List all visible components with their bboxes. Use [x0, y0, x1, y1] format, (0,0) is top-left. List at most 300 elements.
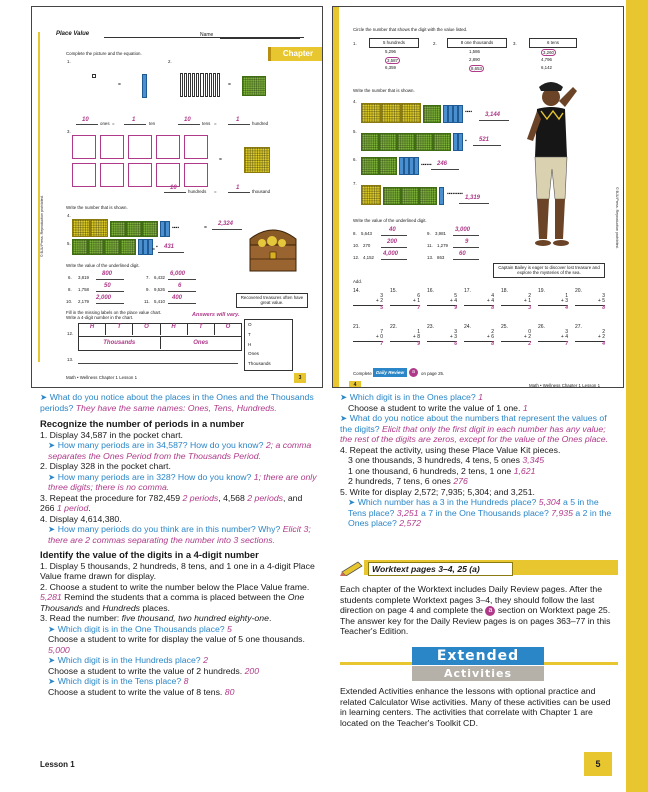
chart-col-t1: T: [106, 324, 133, 335]
value-ones: 1: [522, 402, 528, 413]
addend-bottom: + 1: [501, 299, 531, 305]
captain-caption: Captain Bailey is eager to discover lost treasure and explore the mysteries of the sea.: [493, 263, 605, 278]
extended-paragraph: [340, 686, 618, 728]
problem-label: 4.: [353, 99, 357, 104]
value-number: 4,152: [363, 255, 374, 260]
problem-label: 5.: [67, 241, 71, 246]
addition-row-1: [353, 289, 613, 325]
value-answer: 3,000: [455, 227, 471, 233]
addend-bottom: + 6: [464, 335, 494, 341]
chart-period-thousands: Thousands: [79, 337, 161, 349]
answer-431: 431: [164, 244, 175, 250]
question-hundreds: ➤ Which digit is in the Hundreds place?: [48, 655, 201, 665]
answer-line: [96, 279, 124, 280]
chart-col-h1: H: [79, 324, 106, 335]
problem-number: 17.: [464, 288, 471, 294]
problem-number: 15.: [390, 288, 397, 294]
sum-answer: 9: [454, 304, 457, 311]
page4-footer: Math • Wellness Chapter 1 Lesson 1: [529, 383, 601, 388]
value-number: 863: [437, 255, 445, 260]
step-1-answer: 2; a comma separates the Ones Period from the Thousands Period.: [48, 440, 312, 461]
unit-label: ones: [100, 121, 110, 126]
addition-problem: [464, 289, 494, 311]
addend-top: 5: [454, 293, 457, 300]
sum-answer: 8: [491, 304, 494, 311]
equals-sign: =: [214, 121, 217, 126]
unit-label: thousand: [252, 189, 271, 194]
problem-number: 22.: [390, 324, 397, 330]
addend-bottom: + 2: [575, 335, 605, 341]
answer-thousand: 1: [236, 185, 240, 191]
heading-identify-value: Identify the value of the digits in a 4-digit number: [40, 549, 259, 560]
value-step-2-text: Remind the students that a comma is placed between the: [64, 592, 286, 602]
problem-label: 4.: [67, 213, 71, 218]
worktext-page-3: Place Value Name Chapter Complete the picture and the equation. 1. 2. = = 10 ones = 1 ten 10 tens = 1 hundred 3. = 10 hundreds = 1 thousand Write the number that is shown. 4. ▪▪▪▪ = 2,324 5. ▪ = 431 Recovered treasures often have great value. Write the value of the underlined digit. 6. 3,819 800 7. 6,432 6,000 8. 1,758 50 9. 9,526 6 10. 2,179 2,000 11. 5,410 400 Fill in the missing labels on the place value chart. Write a 4-digit number in the chart. Answers will vary. 12. H T O H T O Thousands Ones O T H Ones Thousands 13. Math • Wellness Chapter 1 Lesson 1 3 © BJU Press. Reproduction prohibited.: [31, 6, 323, 388]
answer-ones-2: 2,572: [399, 518, 421, 528]
addition-problem: [353, 325, 383, 347]
value-number: 3,981: [435, 231, 446, 236]
addend-bottom: + 4: [464, 299, 494, 305]
problem-label: 10.: [66, 299, 73, 304]
equals-sign: =: [214, 189, 217, 194]
answer-line: [381, 235, 407, 236]
answer-line: [96, 303, 124, 304]
daily-review-letter-badge: a: [409, 368, 418, 377]
answer-line: [453, 235, 479, 236]
step-2: 2. Display 328 in the pocket chart.: [40, 461, 171, 471]
problem-label: 9.: [427, 231, 431, 236]
value-answer: 2,000: [96, 295, 112, 301]
addend-bottom: + 8: [390, 335, 420, 341]
answer-hundreds: 10: [170, 185, 177, 191]
problem-label: 2.: [168, 59, 172, 64]
value-answer: 6,000: [170, 271, 186, 277]
problem-label: 7.: [146, 275, 150, 280]
worktext-paragraph: [340, 584, 618, 637]
problem-number: 14.: [353, 288, 360, 294]
problem-label: 6.: [353, 157, 357, 162]
chapter-badge: Chapter: [268, 47, 323, 61]
value-answer: 9: [465, 239, 469, 245]
answer-line: [431, 169, 459, 170]
answer-line: [381, 259, 407, 260]
chart-key-box: [244, 319, 293, 371]
choice-number-circled: 3,260: [543, 50, 554, 55]
complete-text-post: on page 25.: [421, 371, 445, 376]
sum-answer: 3: [528, 304, 531, 311]
step-3-comma: ,: [283, 492, 286, 503]
captain-bailey-illustration: [511, 79, 583, 259]
sum-answer: 7: [417, 304, 420, 311]
unit-cubes: [92, 74, 108, 96]
thousand-cube: [244, 147, 270, 173]
kit-answer-c: 276: [453, 476, 468, 486]
value-answer: 200: [387, 239, 398, 245]
question-tens: ➤ Which digit is in the Tens place?: [48, 676, 182, 686]
value-tens: 80: [224, 686, 235, 697]
choice-number: 2,890: [469, 57, 480, 62]
chart-period-ones: Ones: [193, 340, 209, 346]
addend-top: 3: [380, 293, 383, 300]
problem-label: 7.: [353, 181, 357, 186]
instruction-fill-labels: Fill in the missing labels on the place value chart.: [66, 310, 162, 315]
question-tens-5: a 5 in the Tens place?: [348, 497, 599, 518]
blocks-431: ▪: [72, 239, 182, 255]
problem-label: 11.: [144, 299, 150, 304]
step-3-period: .: [88, 503, 91, 513]
daily-review-icon: a: [485, 606, 495, 616]
value-number: 3,819: [78, 275, 89, 280]
answer-2324: 2,324: [218, 221, 234, 227]
addend-bottom: + 2: [353, 299, 383, 305]
equals-sign: =: [219, 157, 222, 163]
addition-problem: [427, 289, 457, 311]
addition-problem: [575, 325, 605, 347]
step-3-answer-c: 1 period: [56, 503, 89, 513]
answer-1319: 1,319: [465, 195, 481, 201]
problem-number: 19.: [538, 288, 545, 294]
page3-copyright: © BJU Press. Reproduction prohibited.: [40, 195, 44, 257]
answer-line: [459, 203, 489, 204]
instruction-tens: Choose a student to write the value of 8 tens.: [48, 686, 223, 697]
worktext-banner: [340, 558, 618, 578]
question-ones-2: a 2 in the Ones place?: [348, 507, 612, 528]
problem-label: 13.: [427, 255, 434, 260]
answer-521: 521: [479, 137, 490, 143]
addend-top: 2: [528, 293, 531, 300]
problem-number: 26.: [538, 324, 545, 330]
worktext-text-a: Each chapter of the Worktext includes Daily Review pages. After the students complete Worktext pages 3–4, they should follow the last direction on page 4 and complete the: [340, 584, 603, 615]
answer-tens: 10: [184, 117, 191, 123]
problem-label: 5.: [353, 129, 357, 134]
problem-label: 6.: [68, 275, 72, 280]
value-number: 6,432: [154, 275, 165, 280]
answer-hundreds-3: 5,304: [538, 497, 561, 507]
step-3-text-c: and 266: [40, 492, 303, 513]
step-4-answer: Elicit 3; there are 2 commas separating the number into 3 sections.: [48, 524, 311, 545]
kit-answer-b: 1,621: [513, 465, 536, 476]
treasure-chest-illustration: [244, 219, 302, 275]
unit-label: hundred: [252, 121, 269, 126]
hundred-flats-group: [72, 135, 212, 187]
problem-number: 23.: [427, 324, 434, 330]
answer-hundreds: 2: [203, 655, 208, 665]
choice-number: 5,296: [385, 49, 396, 54]
sum-answer: 2: [528, 340, 531, 347]
page4-number: 4: [349, 381, 361, 388]
extended-title: Extended: [412, 647, 544, 665]
chart-key-ones: Ones: [248, 351, 259, 357]
write-step-5: 5. Write for display 2,572; 7,935; 5,304; and 3,251.: [340, 486, 535, 497]
addition-problem: [575, 289, 605, 311]
answer-thousands-7: 7,935: [551, 507, 573, 518]
answer-3144: 3,144: [485, 112, 501, 118]
value-step-2-term-b: Hundreds: [102, 602, 140, 613]
sum-answer: 7: [565, 340, 568, 347]
answer-line: [168, 303, 196, 304]
value-answer: 4,000: [383, 251, 399, 257]
problem-number: 18.: [501, 288, 508, 294]
circle-label-one-thousands: 8 one thousands: [447, 38, 507, 48]
add-label: Add.: [353, 279, 363, 284]
instruction-number-shown: Write the number that is shown.: [66, 205, 128, 210]
worktext-page-4: [332, 6, 624, 388]
page4-copyright: © BJU Press. Reproduction prohibited.: [615, 187, 619, 249]
page4-yellow-edge: [333, 7, 339, 387]
value-step-2-and: and: [85, 602, 100, 613]
answer-line: [228, 124, 250, 125]
question-hundreds-3: ➤ Which number has a 3 in the Hundreds place?: [348, 497, 537, 507]
value-step-2-term-a: One Thousands: [40, 592, 305, 613]
problem-label: 11.: [427, 243, 433, 248]
answer-line: [453, 259, 479, 260]
kit-pieces-c: 2 hundreds, 7 tens, 6 ones: [348, 476, 451, 486]
blocks-246: ▪▪▪▪▪▪: [361, 157, 461, 175]
sum-answer: 5: [380, 304, 383, 311]
step-3-answer-b: 2 periods: [247, 492, 283, 503]
name-field: [220, 38, 300, 39]
value-number: 5,643: [361, 231, 372, 236]
step-1: 1. Display 34,587 in the pocket chart.: [40, 429, 183, 440]
answer-tens-5: 3,251: [396, 507, 419, 518]
step-4-question: ➤ How many periods do you think are in this number? Why?: [48, 524, 281, 534]
problem-label: 9.: [146, 287, 150, 292]
value-number: 270: [363, 243, 371, 248]
blocks-3144: ▪▪▪▪: [361, 103, 491, 125]
answer-line: [212, 229, 242, 230]
addend-top: 7: [380, 329, 383, 336]
answer-line: [381, 247, 407, 248]
value-answer: 40: [389, 227, 396, 233]
problem-label: 2.: [433, 41, 437, 46]
right-column: [340, 392, 618, 529]
addition-problem: [464, 325, 494, 347]
step-2-answer: 1; there are only three digits; there is no comma.: [48, 471, 317, 492]
value-answer: 400: [172, 295, 183, 301]
addend-top: 3: [454, 329, 457, 336]
intro-answer: They have the same names: Ones, Tens, Hundreds.: [75, 402, 277, 413]
chart-key-t: T: [248, 331, 251, 337]
sum-answer: 6: [454, 340, 457, 347]
answer-line: [473, 145, 501, 146]
value-one-thousands: 5,000: [48, 644, 70, 655]
answer-line: [78, 363, 238, 364]
addend-bottom: + 2: [501, 335, 531, 341]
problem-label: 13.: [67, 357, 74, 362]
chart-col-t2: T: [188, 324, 215, 335]
addition-problem: [538, 325, 568, 347]
value-step-1: 1. Display 5 thousands, 2 hundreds, 8 tens, and 1 one in a 4-digit Place Value frame drawn for display.: [40, 560, 315, 581]
value-step-3-words: five thousand, two hundred eighty-one: [121, 613, 269, 623]
addend-bottom: + 5: [575, 299, 605, 305]
addend-top: 2: [491, 329, 494, 336]
answer-line: [453, 247, 479, 248]
value-hundreds: 200: [244, 665, 260, 676]
answer-line: [164, 192, 186, 193]
instruction-ones: Choose a student to write the value of 1 one.: [348, 402, 521, 413]
answer-ones: 10: [82, 117, 89, 123]
addend-top: 3: [602, 293, 605, 300]
sum-answer: 9: [417, 340, 420, 347]
answer-notice-values: Elicit that only the first digit in each number has any value; the rest of the digits are zeros, except for the value of the Ones place.: [340, 423, 609, 444]
choice-number: 4,796: [541, 57, 552, 62]
ten-rods-group: [180, 73, 220, 97]
activities-title: Activities: [412, 666, 544, 681]
blocks-521: ▪: [361, 133, 481, 151]
question-thousands-7: a 7 in the One Thousands place?: [420, 507, 549, 518]
instruction-write-4-digit: Write a 4-digit number in the chart.: [66, 315, 134, 320]
chart-col-o2: O: [225, 324, 231, 330]
answer-tens: 8: [183, 676, 189, 686]
addition-problem: [390, 289, 420, 311]
ten-rod: [142, 74, 147, 98]
addend-top: 1: [565, 293, 568, 300]
value-answer: 800: [102, 271, 113, 277]
addend-top: 4: [491, 293, 494, 300]
addition-problem: [390, 325, 420, 347]
equals-sign: =: [118, 82, 121, 88]
answer-line: [479, 120, 509, 121]
addition-row-2: [353, 325, 613, 361]
problem-label: 10.: [353, 243, 360, 248]
addend-bottom: + 4: [538, 335, 568, 341]
repeat-step-4: 4. Repeat the activity, using these Place Value Kit pieces.: [340, 444, 561, 455]
problem-label: 8.: [68, 287, 72, 292]
kit-pieces-b: 1 one thousand, 6 hundreds, 2 tens, 1 one: [348, 465, 512, 476]
page3-number: 3: [294, 373, 306, 383]
addend-bottom: + 4: [427, 299, 457, 305]
intro-question: ➤ What do you notice about the places in the Ones and the Thousands periods?: [40, 392, 314, 413]
answer-hundred: 1: [236, 117, 240, 123]
answer-246: 246: [437, 161, 448, 167]
problem-label: 1.: [67, 59, 71, 64]
value-number: 5,410: [154, 299, 165, 304]
answer-line: [96, 291, 124, 292]
addend-top: 1: [417, 329, 420, 336]
blocks-1319: ▪▪▪▪▪▪▪▪▪: [361, 185, 491, 205]
choice-number: 6,359: [385, 65, 396, 70]
step-3-text-b: , 4,568: [218, 492, 245, 503]
problem-number: 16.: [427, 288, 434, 294]
instruction-value-underlined: Write the value of the underlined digit.: [66, 263, 140, 268]
addend-bottom: + 3: [538, 299, 568, 305]
heading-periods: Recognize the number of periods in a number: [40, 418, 245, 429]
pencil-icon: [340, 560, 366, 576]
value-step-3-period: .: [268, 613, 272, 623]
value-answer: 6: [178, 283, 182, 289]
worktext-heading: Worktext pages 3–4, 25 (a): [368, 562, 513, 576]
value-step-3: 3. Read the number:: [40, 613, 120, 623]
instruction-number-shown: Write the number that is shown.: [353, 88, 415, 93]
problem-label: 1.: [353, 41, 357, 46]
value-number: 1,758: [78, 287, 89, 292]
choice-number: 6,142: [541, 65, 552, 70]
addition-problem: [538, 289, 568, 311]
problem-number: 21.: [353, 324, 360, 330]
addend-bottom: + 1: [390, 299, 420, 305]
instruction-one-thousands: Choose a student to write for display the value of 5 one thousands.: [48, 634, 305, 644]
answer-line: [168, 279, 196, 280]
question-notice-values: ➤ What do you notice about the numbers that represent the values of the digits?: [340, 413, 607, 434]
instruction-complete: Complete the picture and the equation.: [66, 51, 142, 56]
problem-number: 20.: [575, 288, 582, 294]
problem-number: 27.: [575, 324, 582, 330]
value-answer: 60: [459, 251, 466, 257]
choice-number-circled: 3,587: [387, 58, 398, 63]
circle-label-hundreds: 5 hundreds: [369, 38, 419, 48]
footer-page-number: 5: [584, 752, 612, 776]
choice-number: 1,586: [469, 49, 480, 54]
kit-pieces-a: 3 one thousands, 3 hundreds, 4 tens, 5 ones: [348, 455, 520, 465]
chart-key-h: H: [248, 341, 252, 347]
problem-label: 8.: [353, 231, 357, 236]
problem-number: 25.: [501, 324, 508, 330]
addend-top: 0: [528, 329, 531, 336]
value-step-2: 2. Choose a student to write the number below the Place Value frame.: [40, 581, 310, 592]
problem-label: 3.: [67, 129, 71, 134]
value-step-2-answer: 5,281: [40, 592, 62, 602]
problem-label: 12.: [353, 255, 360, 260]
unit-label: hundreds: [188, 189, 207, 194]
instruction-circle: Circle the number that shows the digit with the value listed.: [353, 27, 468, 32]
footer-lesson: Lesson 1: [40, 760, 75, 769]
value-number: 2,179: [78, 299, 89, 304]
blocks-2324: ▪▪▪▪: [72, 219, 202, 237]
sum-answer: 4: [602, 340, 605, 347]
sum-answer: 8: [491, 340, 494, 347]
addition-problem: [353, 289, 383, 311]
answer-one-thousands: 5: [227, 623, 232, 634]
extended-activities-banner: [340, 644, 618, 684]
problem-label: 12.: [67, 331, 74, 336]
value-answer: 50: [104, 283, 111, 289]
circle-label-tens: 6 tens: [529, 38, 577, 48]
value-step-2-end: places.: [142, 602, 170, 613]
instruction-hundreds: Choose a student to write the value of 2 hundreds.: [48, 665, 243, 676]
answer-line: [124, 124, 146, 125]
step-2-question: ➤ How many periods are in 328? How do you know?: [48, 471, 252, 482]
daily-review-badge: Daily Review: [373, 368, 407, 377]
equals-sign: =: [228, 82, 231, 88]
problem-label: 3.: [513, 41, 517, 46]
chart-key-o: O: [248, 322, 252, 327]
name-label: Name: [200, 32, 214, 38]
step-1-question: ➤ How many periods are in 34,587? How do you know?: [48, 440, 264, 450]
sum-answer: 8: [602, 304, 605, 311]
chart-col-o1: O: [133, 324, 160, 335]
extended-text: Extended Activities enhance the lessons with optional practice and related Calculator Wise activities. Many of these activities can be used in learning centers. The activities that correlate with Chapter 1 are located on the Teacher's Toolkit CD.: [340, 686, 611, 728]
addend-bottom: + 3: [427, 335, 457, 341]
question-ones: ➤ Which digit is in the Ones place?: [340, 392, 476, 402]
addend-bottom: + 0: [353, 335, 383, 341]
value-number: 9,526: [154, 287, 165, 292]
answer-line: [158, 252, 184, 253]
choice-number-circled: 8,653: [471, 66, 482, 71]
addend-top: 3: [565, 329, 568, 336]
page-title: Place Value: [56, 31, 90, 37]
step-3-answer-a: 2 periods: [182, 492, 219, 503]
answers-will-vary: Answers will vary.: [192, 312, 240, 318]
step-4: 4. Display 4,614,380.: [40, 513, 122, 524]
chart-col-h2: H: [161, 324, 188, 335]
complete-text: Complete: [353, 371, 372, 376]
step-3-text: 3. Repeat the procedure for 782,459: [40, 492, 181, 503]
addition-problem: [501, 325, 531, 347]
answer-ten: 1: [132, 117, 136, 123]
chart-key-thousands: Thousands: [248, 361, 271, 367]
answer-ones: 1: [478, 392, 483, 402]
instruction-value-underlined: Write the value of the underlined digit.: [353, 218, 427, 223]
